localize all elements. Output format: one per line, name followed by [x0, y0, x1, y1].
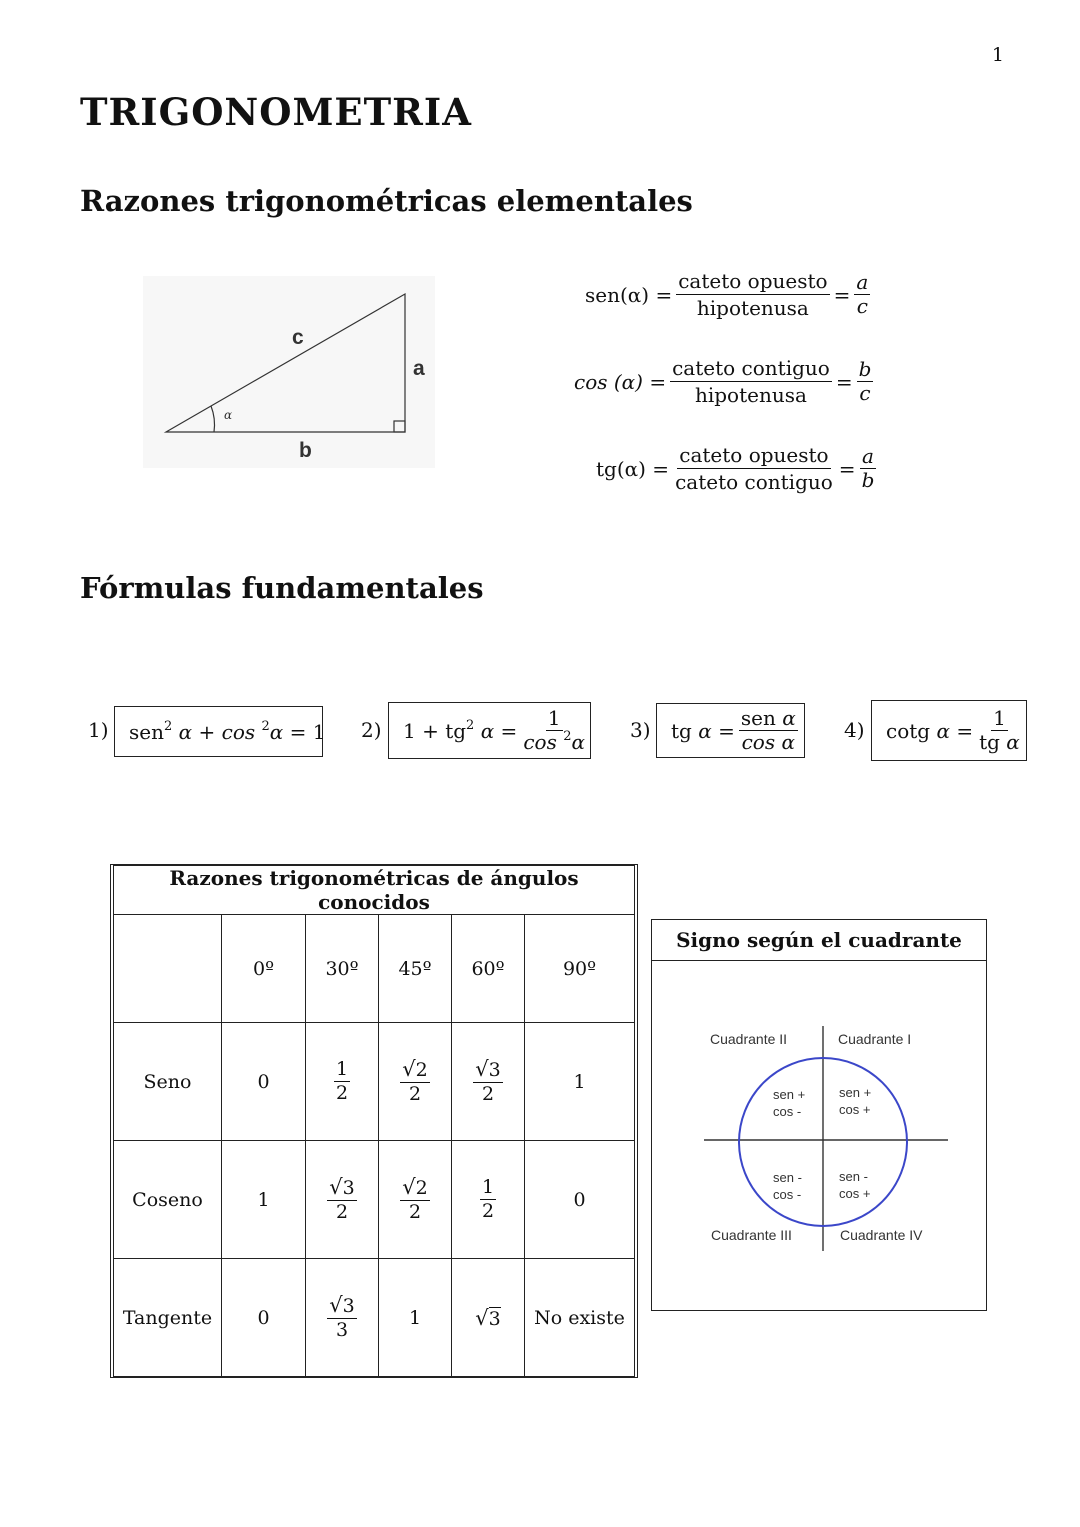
q1-cos: cos + — [839, 1102, 871, 1117]
formula-3-label: 3) — [630, 718, 651, 742]
seno-0: 0 — [222, 1023, 306, 1141]
definition-sen — [585, 268, 874, 321]
cos-short-den: c — [859, 381, 871, 405]
tangente-90: No existe — [525, 1259, 635, 1377]
q2-sen: sen + — [773, 1087, 806, 1102]
formula-3-box: tg α = $\frac{\text{sen α}}{\text{cos α}}$ — [656, 703, 805, 758]
known-angles-table-wrapper — [110, 864, 638, 1378]
triangle-label-a: a — [413, 357, 425, 380]
label-cuadrante-ii: Cuadrante II — [710, 1031, 788, 1047]
seno-90: 1 — [525, 1023, 635, 1141]
cos-fraction — [670, 355, 832, 408]
right-triangle-diagram — [143, 276, 435, 468]
sen-lhs: sen(α) = — [585, 282, 673, 307]
page-title: TRIGONOMETRIA — [80, 90, 472, 134]
cos-short-fraction — [857, 358, 874, 405]
q3-cos: cos - — [773, 1187, 802, 1202]
tg-fraction — [673, 442, 835, 495]
coseno-0: 1 — [222, 1141, 306, 1259]
table-row — [114, 1141, 635, 1259]
signs-q4 — [839, 1168, 870, 1202]
sen-equals: = — [833, 282, 851, 307]
q1-sen: sen + — [839, 1085, 872, 1100]
row-name-tangente: Tangente — [114, 1259, 222, 1377]
formula-4-label: 4) — [844, 718, 865, 742]
coseno-30: $\frac{√3}{2}$ — [306, 1141, 379, 1259]
tangente-45: 1 — [379, 1259, 452, 1377]
header-90: 90º — [525, 915, 635, 1023]
cos-equals: = — [835, 369, 853, 394]
sen-numerator: cateto opuesto — [678, 269, 828, 293]
q3-sen: sen - — [773, 1170, 802, 1185]
header-30: 30º — [306, 915, 379, 1023]
definition-cos — [574, 355, 877, 408]
label-cuadrante-iv: Cuadrante IV — [840, 1227, 923, 1243]
cos-numerator: cateto contiguo — [672, 356, 830, 380]
tangente-60: √3 — [452, 1259, 525, 1377]
quadrant-diagram — [652, 961, 986, 1311]
header-0: 0º — [222, 915, 306, 1023]
tangente-30: $\frac{√3}{3}$ — [306, 1259, 379, 1377]
table-title: Razones trigonométricas de ángulos conocidos — [114, 866, 635, 915]
triangle-label-c: c — [292, 326, 304, 349]
q4-cos: cos + — [839, 1186, 871, 1201]
tg-short-fraction — [860, 445, 877, 492]
section-heading-formulas: Fórmulas fundamentales — [80, 571, 484, 605]
sen-short-den: c — [856, 294, 868, 318]
row-name-coseno: Coseno — [114, 1141, 222, 1259]
cos-lhs: cos (α) = — [574, 369, 667, 394]
quadrant-title: Signo según el cuadrante — [652, 920, 986, 961]
page-number: 1 — [991, 44, 1004, 66]
cos-denominator: hipotenusa — [694, 383, 807, 407]
header-60: 60º — [452, 915, 525, 1023]
coseno-60: $\frac{1}{2}$ — [452, 1141, 525, 1259]
tg-lhs: tg(α) = — [596, 456, 670, 481]
tg-equals: = — [838, 456, 856, 481]
known-angles-table — [113, 865, 635, 1377]
signs-q2 — [773, 1086, 805, 1120]
formula-1-label: 1) — [88, 718, 109, 742]
quadrant-sign-panel — [651, 919, 987, 1311]
tg-short-den: b — [861, 468, 875, 492]
coseno-45: $\frac{√2}{2}$ — [379, 1141, 452, 1259]
signs-q3 — [773, 1169, 802, 1203]
formula-2-label: 2) — [361, 718, 382, 742]
definition-tg — [596, 442, 880, 495]
tangente-0: 0 — [222, 1259, 306, 1377]
tg-numerator: cateto opuesto — [679, 443, 829, 467]
formula-2-box: $1 + tg^2$ α = $\frac{1}{\cos ^2\alpha}$ — [388, 702, 591, 759]
table-corner-cell — [114, 915, 222, 1023]
signs-q1 — [839, 1084, 871, 1118]
seno-45: $\frac{√2}{2}$ — [379, 1023, 452, 1141]
cos-short-num: b — [858, 357, 872, 381]
coseno-90: 0 — [525, 1141, 635, 1259]
formula-4-box: cotg α = $\frac{1}{\text{tg α}}$ — [871, 700, 1027, 761]
row-name-seno: Seno — [114, 1023, 222, 1141]
sen-short-num: a — [856, 270, 869, 294]
label-cuadrante-iii: Cuadrante III — [711, 1227, 792, 1243]
seno-60: $\frac{√3}{2}$ — [452, 1023, 525, 1141]
sen-denominator: hipotenusa — [696, 296, 809, 320]
sen-short-fraction — [854, 271, 870, 318]
triangle-angle-alpha: α — [224, 408, 233, 422]
formula-1-box: sen$^2$ α + cos $^2$α = 1 — [114, 706, 323, 757]
section-heading-razones: Razones trigonométricas elementales — [80, 184, 693, 218]
q2-cos: cos - — [773, 1104, 802, 1119]
table-row — [114, 1023, 635, 1141]
label-cuadrante-i: Cuadrante I — [838, 1031, 912, 1047]
triangle-label-b: b — [299, 439, 312, 462]
table-row — [114, 1259, 635, 1377]
table-header-row — [114, 915, 635, 1023]
header-45: 45º — [379, 915, 452, 1023]
sen-fraction — [676, 268, 829, 321]
q4-sen: sen - — [839, 1169, 868, 1184]
seno-30: $\frac{1}{2}$ — [306, 1023, 379, 1141]
tg-denominator: cateto contiguo — [675, 470, 833, 494]
tg-short-num: a — [862, 444, 874, 468]
